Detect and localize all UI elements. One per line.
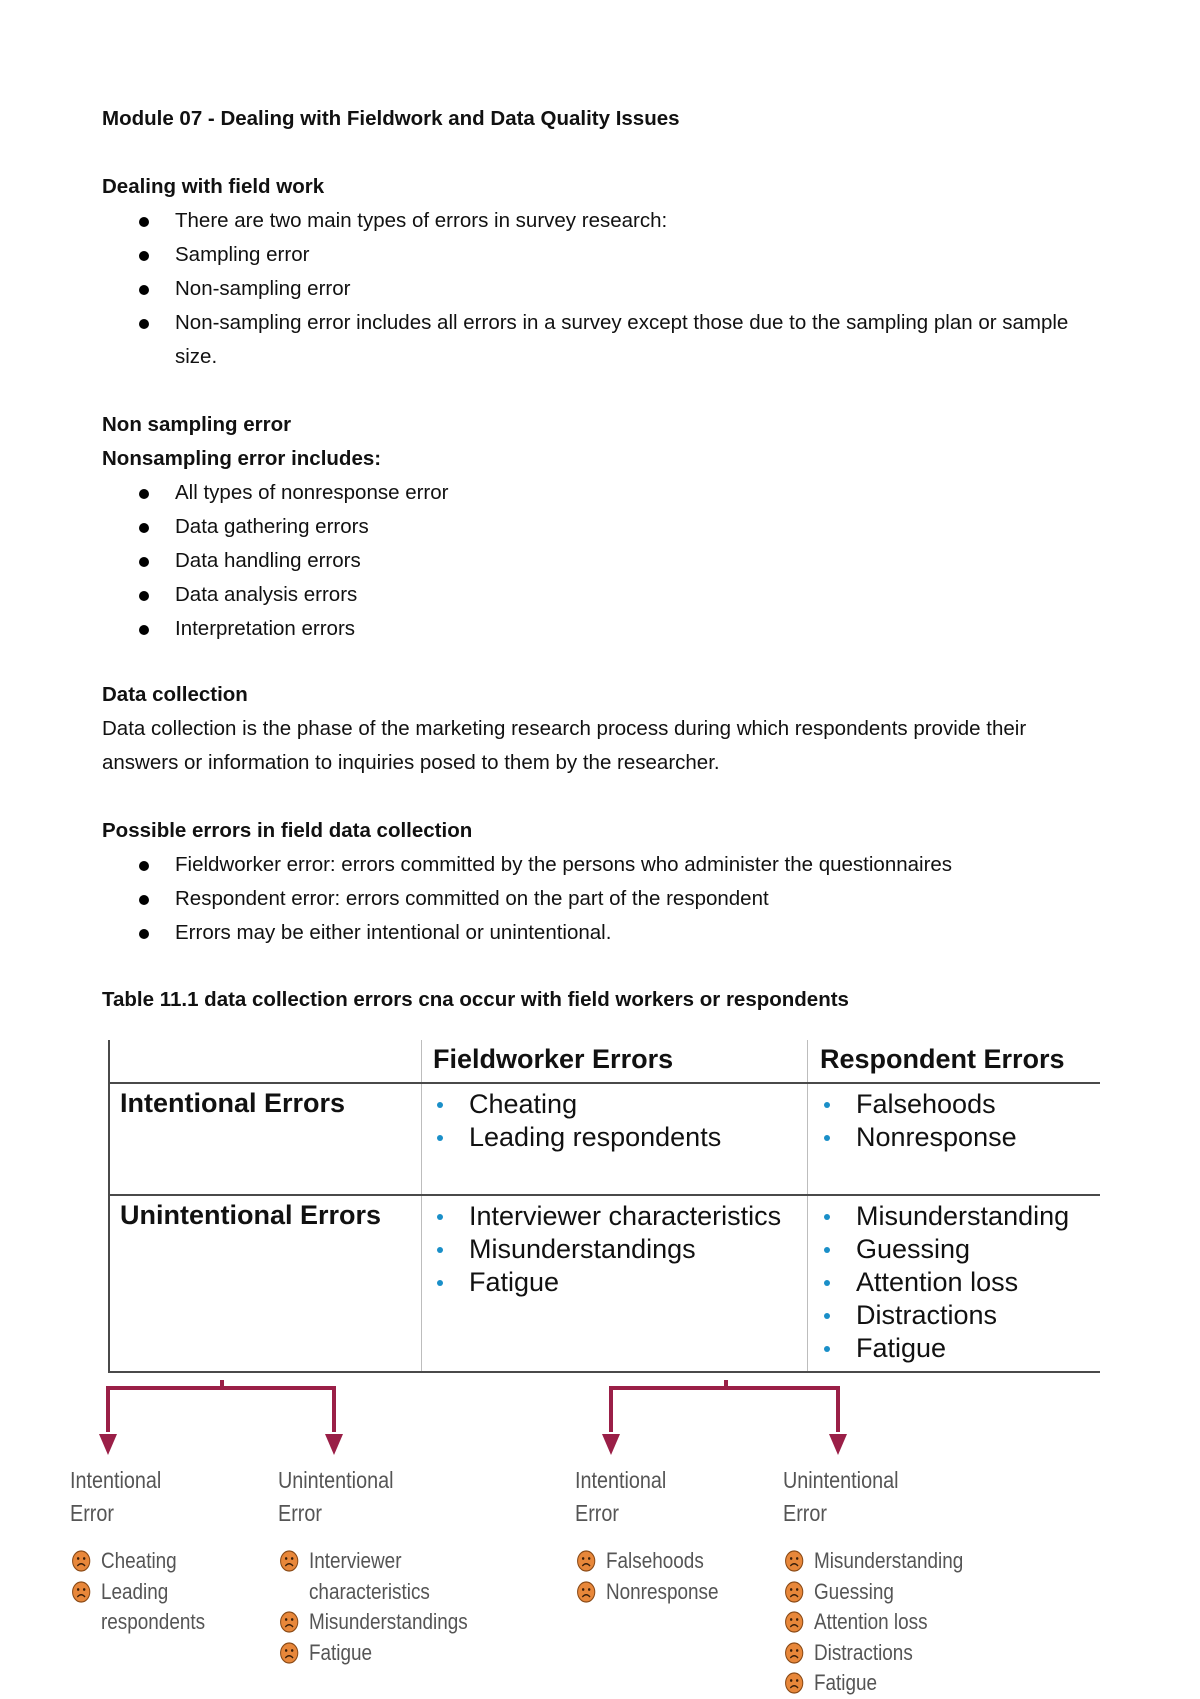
cell-intentional-fieldworker — [435, 1088, 721, 1154]
table-cell-item: Cheating — [435, 1088, 721, 1121]
group-label-line: Error — [783, 1500, 827, 1526]
list-item — [783, 1638, 963, 1669]
arrow-down-icon — [602, 1434, 620, 1455]
table-caption: Table 11.1 data collection errors cna occur with field workers or respondents — [102, 988, 849, 1011]
list-item: Non-sampling error includes all errors in a survey except those due to the sampling plan or sample size. — [102, 306, 1102, 374]
left-branch-connector — [108, 1388, 334, 1432]
item-text: Fatigue — [308, 1639, 373, 1665]
list-item: Non-sampling error — [102, 272, 1102, 306]
list-item: Data gathering errors — [102, 510, 1102, 544]
col-header-fieldworker: Fieldworker Errors — [433, 1044, 674, 1074]
list-item — [783, 1546, 963, 1577]
list-item: Respondent error: errors committed on the part of the respondent — [102, 882, 1102, 916]
arrow-down-icon — [325, 1434, 343, 1455]
list-item — [278, 1638, 468, 1669]
list-item — [783, 1577, 963, 1608]
list-item — [70, 1577, 205, 1608]
item-text: Misunderstandings — [308, 1609, 468, 1634]
list-item — [70, 1546, 205, 1577]
sad-face-icon — [280, 1550, 299, 1572]
row-header-intentional: Intentional Errors — [120, 1088, 346, 1118]
list-item: Sampling error — [102, 238, 1102, 272]
item-text: Fatigue — [813, 1670, 878, 1695]
sad-face-icon — [785, 1550, 804, 1572]
table-cell-item: Interviewer characteristics — [435, 1200, 781, 1233]
list-item — [278, 1546, 468, 1577]
fieldwork-heading: Dealing with field work — [102, 175, 325, 198]
table-cell-item: Falsehoods — [822, 1088, 1017, 1121]
sad-face-icon — [785, 1611, 804, 1633]
sad-face-icon — [280, 1642, 299, 1664]
arrow-down-icon — [99, 1434, 117, 1455]
group-label-line: Error — [278, 1500, 322, 1526]
group-label-line: Intentional — [575, 1467, 667, 1493]
list-item: Data analysis errors — [102, 578, 1102, 612]
possible-errors-list — [102, 848, 1102, 950]
group-label-line: Error — [70, 1500, 114, 1526]
group-label — [783, 1464, 898, 1530]
section-fieldwork — [102, 170, 1102, 374]
sad-face-icon — [72, 1550, 91, 1572]
table-cell-item: Misunderstandings — [435, 1233, 781, 1266]
item-text: Attention loss — [813, 1609, 928, 1634]
list-item — [575, 1577, 719, 1608]
table-cell-item: Misunderstanding — [822, 1200, 1069, 1233]
group-label — [575, 1464, 666, 1530]
table-divider — [807, 1040, 808, 1373]
group-label — [278, 1464, 393, 1530]
sad-face-icon — [280, 1611, 299, 1633]
table-cell-item: Guessing — [822, 1233, 1069, 1266]
sad-face-icon — [785, 1581, 804, 1603]
row-header-unintentional: Unintentional Errors — [120, 1200, 382, 1230]
cell-intentional-respondent — [822, 1088, 1017, 1154]
item-text: characteristics — [308, 1578, 430, 1604]
item-text: Distractions — [813, 1639, 913, 1665]
group-items — [783, 1546, 963, 1699]
item-text: Leading — [100, 1578, 169, 1604]
table-cell-item: Attention loss — [822, 1266, 1069, 1299]
group-label-line: Intentional — [70, 1467, 162, 1493]
fieldwork-list — [102, 204, 1102, 374]
list-item — [278, 1577, 468, 1608]
sad-face-icon — [785, 1672, 804, 1694]
sad-face-icon — [577, 1581, 596, 1603]
sad-face-icon — [577, 1550, 596, 1572]
item-text: Misunderstanding — [813, 1548, 964, 1573]
list-item: Fieldworker error: errors committed by the persons who administer the questionnaires — [102, 848, 1102, 882]
list-item: Errors may be either intentional or unintentional. — [102, 916, 1102, 950]
error-table — [108, 1040, 1200, 1373]
list-item — [575, 1546, 719, 1577]
sad-face-icon — [785, 1642, 804, 1664]
list-item: There are two main types of errors in survey research: — [102, 204, 1102, 238]
item-text: Interviewer — [308, 1548, 402, 1573]
data-collection-heading: Data collection — [102, 683, 248, 706]
table-cell-item: Distractions — [822, 1299, 1069, 1332]
col-header-respondent: Respondent Errors — [820, 1044, 1065, 1074]
list-item — [278, 1607, 468, 1638]
sad-face-icon — [72, 1581, 91, 1603]
group-items — [70, 1546, 205, 1638]
table-cell-item: Nonresponse — [822, 1121, 1017, 1154]
table-cell-item: Fatigue — [822, 1332, 1069, 1365]
list-item: Interpretation errors — [102, 612, 1102, 646]
arrow-down-icon — [829, 1434, 847, 1455]
group-label-line: Unintentional — [783, 1467, 899, 1493]
group-label — [70, 1464, 161, 1530]
data-collection-body: Data collection is the phase of the marketing research process during which respondents provide their answers or information to inquiries posed to them by the researcher. — [102, 717, 1027, 774]
possible-errors-heading: Possible errors in field data collection — [102, 819, 473, 842]
group-items — [575, 1546, 719, 1607]
right-branch-connector — [611, 1388, 838, 1432]
error-branch-diagram — [0, 1370, 1200, 1698]
list-item — [783, 1668, 963, 1699]
page-title: Module 07 - Dealing with Fieldwork and Data Quality Issues — [102, 107, 680, 130]
item-text: Cheating — [100, 1548, 177, 1573]
table-border-left — [108, 1040, 110, 1373]
group-label-line: Unintentional — [278, 1467, 394, 1493]
nonsampling-subheading: Nonsampling error includes: — [102, 447, 382, 470]
section-data-collection — [102, 678, 1102, 780]
section-nonsampling — [102, 408, 1102, 646]
table-cell-item: Fatigue — [435, 1266, 781, 1299]
table-rule — [108, 1194, 1100, 1196]
table-rule — [108, 1082, 1100, 1084]
item-text: Nonresponse — [605, 1578, 719, 1604]
section-possible-errors — [102, 814, 1102, 950]
list-item: Data handling errors — [102, 544, 1102, 578]
list-item: All types of nonresponse error — [102, 476, 1102, 510]
group-items — [278, 1546, 468, 1668]
nonsampling-list — [102, 476, 1102, 646]
group-label-line: Error — [575, 1500, 619, 1526]
list-item — [70, 1607, 205, 1638]
item-text: Falsehoods — [605, 1548, 704, 1573]
item-text: Guessing — [813, 1578, 894, 1604]
item-text: respondents — [100, 1609, 206, 1634]
cell-unintentional-fieldworker — [435, 1200, 781, 1299]
list-item — [783, 1607, 963, 1638]
table-cell-item: Leading respondents — [435, 1121, 721, 1154]
table-divider — [421, 1040, 422, 1373]
cell-unintentional-respondent — [822, 1200, 1069, 1365]
nonsampling-heading: Non sampling error — [102, 413, 292, 436]
